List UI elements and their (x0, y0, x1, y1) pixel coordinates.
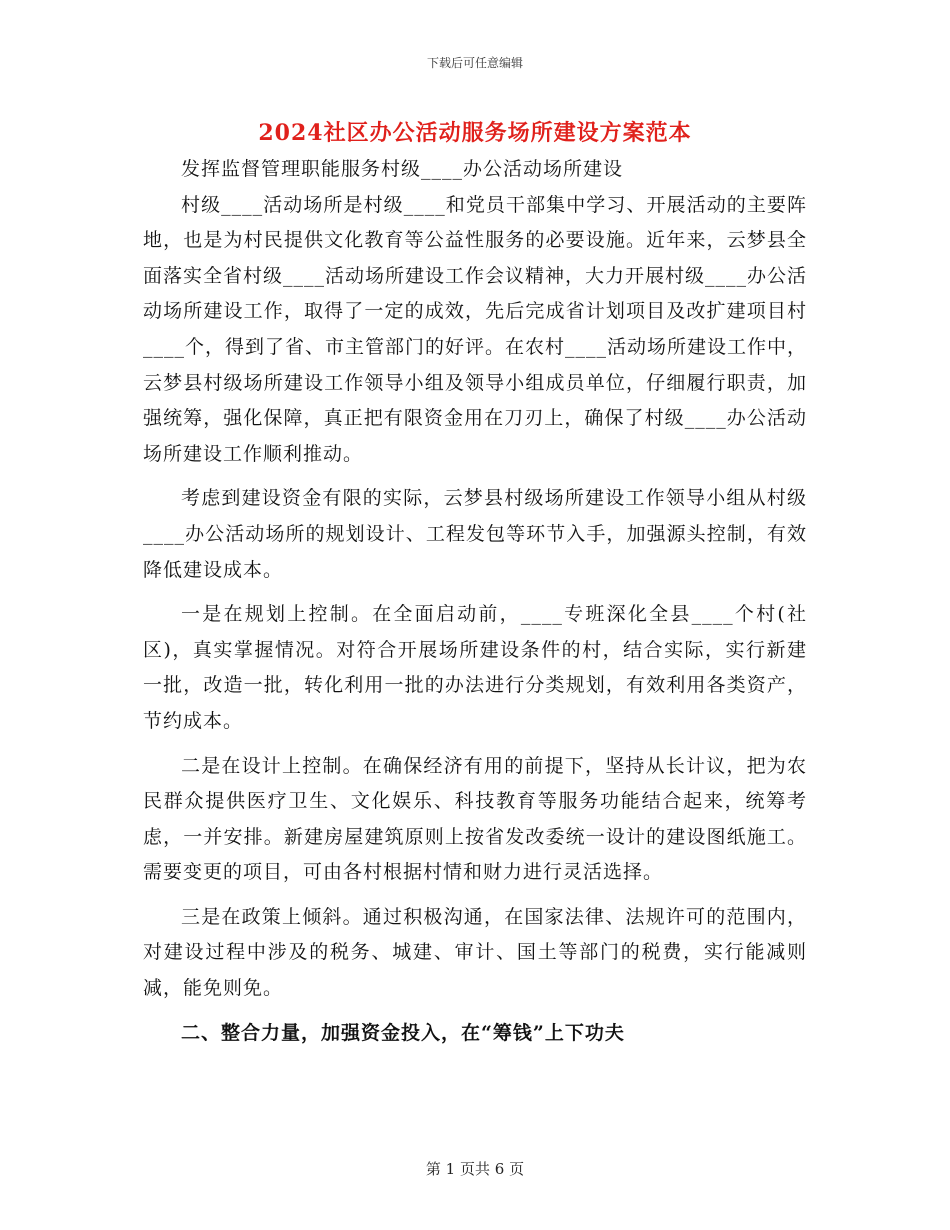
paragraph: 村级____活动场所是村级____和党员干部集中学习、开展活动的主要阵地，也是为村民提供文化教育等公益性服务的必要设施。近年来，云梦县全面落实全省村级____活动场所建设工作会议精神，大力开展村级____办公活动场所建设工作，取得了一定的成效，先后完成省计划项目及改扩建项目村____个，得到了省、市主管部门的好评。在农村____活动场所建设工作中，云梦县村级场所建设工作领导小组及领导小组成员单位，仔细履行职责，加强统筹，强化保障，真正把有限资金用在刀刃上，确保了村级____办公活动场所建设工作顺利推动。 (143, 193, 808, 465)
header-note: 下载后可任意编辑 (426, 56, 523, 70)
paragraph: 考虑到建设资金有限的实际，云梦县村级场所建设工作领导小组从村级____办公活动场所的规划设计、工程发包等环节入手，加强源头控制，有效降低建设成本。 (143, 487, 807, 581)
paragraph-subtitle: 发挥监督管理职能服务村级____办公活动场所建设 (181, 158, 624, 180)
paragraph: 三是在政策上倾斜。通过积极沟通，在国家法律、法规许可的范围内，对建设过程中涉及的税务、城建、审计、国土等部门的税费，实行能减则减，能免则免。 (143, 905, 807, 1000)
paragraph: 一是在规划上控制。在全面启动前，____专班深化全县____个村(社区)，真实掌握情况。对符合开展场所建设条件的村，结合实际，实行新建一批，改造一批，转化利用一批的办法进行分类规划，有效利用各类资产，节约成本。 (143, 603, 807, 732)
paragraph: 二是在设计上控制。在确保经济有用的前提下，坚持从长计议，把为农民群众提供医疗卫生、文化娱乐、科技教育等服务功能结合起来，统筹考虑，一并安排。新建房屋建筑原则上按省发改委统一设计的建设图纸施工。需要变更的项目，可由各村根据村情和财力进行灵活选择。 (143, 754, 807, 884)
section-heading: 二、整合力量，加强资金投入，在“筹钱”上下功夫 (181, 1021, 625, 1044)
page-footer: 第 1 页共 6 页 (425, 1160, 525, 1178)
document-body (143, 152, 807, 1051)
document-title: 2024社区办公活动服务场所建设方案范本 (258, 120, 692, 146)
